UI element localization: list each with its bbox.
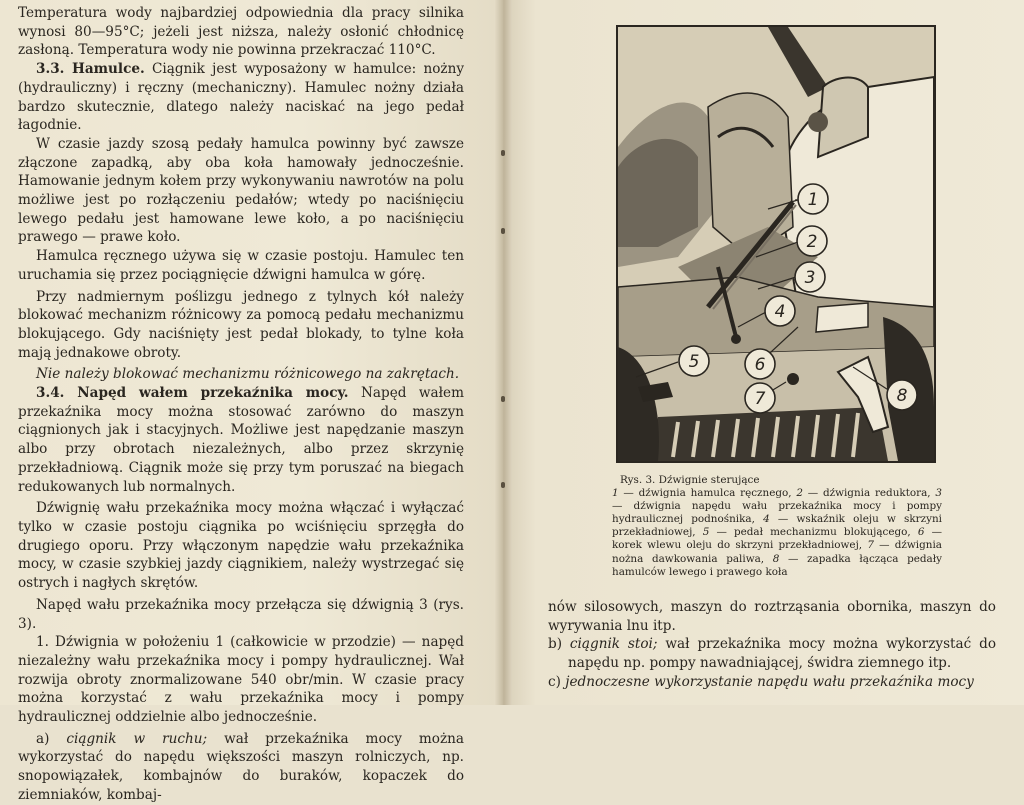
binding-hole	[501, 228, 505, 234]
right-page-text	[548, 598, 996, 692]
section-heading: 3.4. Napęd wałem przekaźnika mocy.	[36, 385, 349, 402]
paragraph-lever-position-1: 1. Dźwignia w położeniu 1 (całkowicie w przodzie) — napęd niezależny wału przekaźnika mocy i pompy hydraulicznej. Wał rozwija obroty znormalizowane 540 obr/min. W czasie pracy można korzystać z wału przekaźnika mocy i pompy hydraulicznej oddzielnie albo jednocześnie.	[18, 634, 464, 726]
left-page-text	[18, 4, 464, 805]
section-heading: 3.3. Hamulce.	[36, 61, 145, 78]
callout-label-8: 8	[896, 386, 908, 406]
section-3-3-brakes: 3.3. Hamulce. Ciągnik jest wyposażony w hamulce: nożny (hydrauliczny) i ręczny (mechaniczny). Hamulec nożny działa bardzo skutecznie, dlatego należy naciskać na jego pedał łagodnie.	[18, 61, 465, 134]
paragraph-brake-pedals: W czasie jazdy szosą pedały hamulca powinny być zawsze złączone zapadką, aby oba koła hamowały jednocześnie. Hamowanie jednym kołem przy wykonywaniu nawrotów na polu możliwe jest po rozłączeniu pedałów; wtedy po naciśnięciu lewego pedału jest hamowane lewe koło, a po naciśnięciu prawego — prawe koło.	[18, 135, 464, 246]
callout-label-5: 5	[688, 352, 700, 372]
section-3-4-pto: 3.4. Napęd wałem przekaźnika mocy. Napęd wałem przekaźnika mocy można stosować zarówno do maszyn ciągnionych jak i stacyjnych. Możliwe jest napędzanie maszyn albo przy obrotach niezależnych, albo przez skrzynię przekładniową. Ciągnik może się przy tym poruszać na biegach redukowanych lub normalnych.	[18, 385, 464, 495]
warning-differential: Nie należy blokować mechanizmu różnicowego na zakrętach.	[36, 366, 460, 383]
paragraph-differential-lock: Przy nadmiernym poślizgu jednego z tylnych kół należy blokować mechanizm różnicowy za pomocą pedału mechanizmu blokującego. Gdy naciśnięty jest pedał blokady, to tylne koła mają jednakowe obroty.	[18, 288, 464, 361]
book-gutter	[494, 0, 512, 705]
paragraph-continuation: nów silosowych, maszyn do roztrząsania obornika, maszyn do wyrywania lnu itp.	[548, 599, 996, 634]
caption-legend: 1 — dźwignia hamulca ręcznego, 2 — dźwignia reduktora, 3 — dźwignia napędu wału przekaźnika mocy i pompy hydraulicznej podnośnika, 4 — wskaźnik oleju w skrzyni przekładniowej, 5 — pedał mechanizmu blokującego, 6 — korek wlewu oleju do skrzyni przekładniowej, 7 — dźwignia nożna dawkowania paliwa, 8 — zapadka łącząca pedały hamulców lewego i prawego koła	[612, 487, 943, 578]
binding-hole	[501, 396, 505, 402]
paragraph-hand-brake: Hamulca ręcznego używa się w czasie postoju. Hamulec ten uruchamia się przez pociągnięcie dźwigni hamulca w górę.	[18, 248, 464, 283]
left-page	[0, 0, 500, 803]
binding-hole	[501, 482, 505, 488]
tractor-controls-illustration	[618, 27, 934, 461]
list-item-a: a) ciągnik w ruchu; wał przekaźnika mocy można wykorzystać do napędu większości maszyn rolniczych, np. snopowiązałek, kombajnów do buraków, kopaczek do ziemniaków, kombaj-	[18, 730, 465, 803]
callout-label-6: 6	[754, 355, 766, 375]
list-item-b: b) ciągnik stoi; wał przekaźnika mocy można wykorzystać do napędu np. pompy nawadniającej, świdra ziemnego itp.	[548, 636, 997, 672]
paragraph-pto-lever: Dźwignię wału przekaźnika mocy można włączać i wyłączać tylko w czasie postoju ciągnika po wciśnięciu sprzęgła do drugiego oporu. Przy włączonym napędzie wału przekaźnika mocy, w czasie szybkiej jazdy ciągnikiem, należy wystrzegać się ostrych i nagłych skrętów.	[18, 500, 464, 592]
callout-label-7: 7	[754, 389, 766, 409]
figure-caption	[612, 474, 942, 579]
paragraph-pto-switch: Napęd wału przekaźnika mocy przełącza się dźwignią 3 (rys. 3).	[18, 596, 464, 632]
callout-label-2: 2	[806, 232, 818, 252]
paragraph-temperature: Temperatura wody najbardziej odpowiednia dla pracy silnika wynosi 80—95°C; jeżeli jest niższa, należy osłonić chłodnicę zasłoną. Temperatura wody nie powinna przekraczać 110°C.	[18, 5, 464, 59]
figure-control-levers	[616, 25, 936, 463]
callout-label-3: 3	[804, 268, 816, 288]
caption-title: Rys. 3. Dźwignie sterujące	[620, 474, 760, 486]
callout-label-4: 4	[774, 302, 786, 322]
binding-hole	[501, 150, 505, 156]
list-item-c: c) jednoczesne wykorzystanie napędu wału przekaźnika mocy	[548, 673, 974, 690]
callout-label-1: 1	[807, 190, 819, 210]
